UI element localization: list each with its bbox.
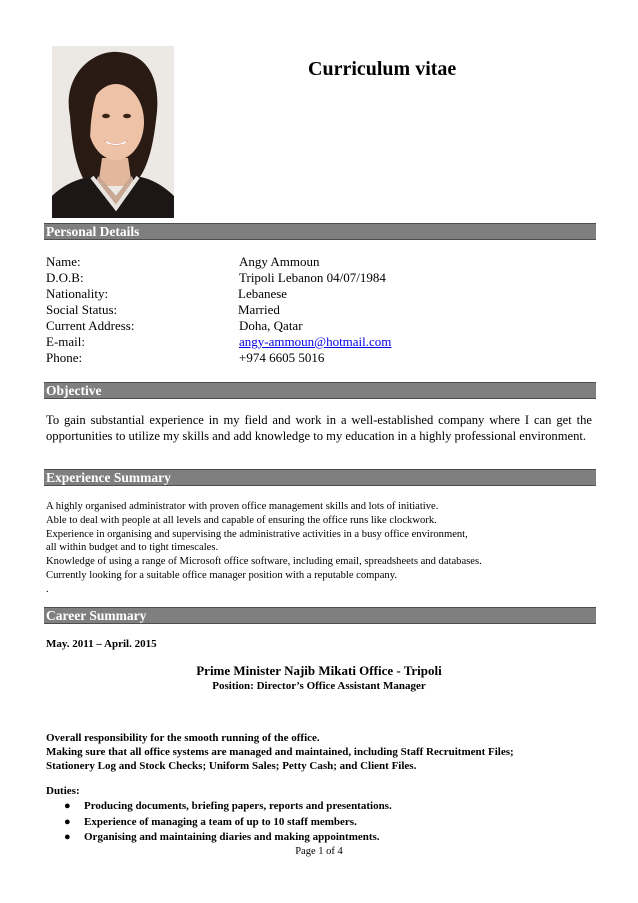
- objective-paragraph: To gain substantial experience in my field and work in a well-established company where I can get the opportunities to utilize my skills and add knowledge to my education in a highly professional environment.: [46, 413, 592, 443]
- email-label: E-mail:: [46, 334, 85, 349]
- bullet-icon: ●: [64, 831, 71, 843]
- name-label: Name:: [46, 254, 81, 269]
- experience-line: Currently looking for a suitable office manager position with a reputable company.: [46, 569, 397, 581]
- duties-label: Duties:: [46, 785, 80, 797]
- experience-line: Able to deal with people at all levels and capable of ensuring the office runs like clockwork.: [46, 514, 437, 526]
- social-status-value: Married: [238, 302, 280, 317]
- duty-text: Experience of managing a team of up to 10 staff members.: [84, 815, 357, 828]
- bullet-icon: ●: [64, 800, 71, 812]
- duty-text: Producing documents, briefing papers, reports and presentations.: [84, 800, 392, 812]
- responsibility-line: Stationery Log and Stock Checks; Uniform Sales; Petty Cash; and Client Files.: [46, 760, 417, 772]
- section-header-career-summary: Career Summary: [44, 607, 596, 624]
- email-link[interactable]: angy-ammoun@hotmail.com: [239, 334, 392, 349]
- section-header-personal-details: Personal Details: [44, 223, 596, 240]
- dob-value: Tripoli Lebanon 04/07/1984: [239, 270, 386, 285]
- career-period: May. 2011 – April. 2015: [46, 638, 157, 650]
- duty-item: [46, 831, 392, 847]
- experience-line: A highly organised administrator with proven office management skills and lots of initiative.: [46, 501, 439, 512]
- experience-line: Experience in organising and supervising the administrative activities in a busy office environment,: [46, 528, 468, 540]
- duty-text: Organising and maintaining diaries and making appointments.: [84, 831, 380, 843]
- section-header-experience-summary: Experience Summary: [44, 469, 596, 486]
- document-title: Curriculum vitae: [308, 58, 457, 80]
- address-value: Doha, Qatar: [239, 318, 303, 333]
- experience-line: Knowledge of using a range of Microsoft office software, including email, spreadsheets and databases.: [46, 556, 482, 568]
- page-number: Page 1 of 4: [295, 846, 343, 857]
- responsibility-line: Making sure that all office systems are managed and maintained, including Staff Recruitment Files;: [46, 746, 514, 758]
- name-value: Angy Ammoun: [239, 254, 320, 269]
- address-label: Current Address:: [46, 318, 135, 333]
- responsibility-line: Overall responsibility for the smooth running of the office.: [46, 732, 320, 744]
- section-header-objective: Objective: [44, 382, 596, 399]
- bullet-icon: ●: [64, 815, 71, 828]
- employer-name: Prime Minister Najib Mikati Office - Tripoli: [196, 663, 442, 678]
- phone-label: Phone:: [46, 350, 83, 365]
- experience-line: .: [46, 583, 49, 595]
- nationality-label: Nationality:: [46, 286, 109, 301]
- duty-item: [46, 800, 392, 816]
- dob-label: D.O.B:: [46, 270, 84, 285]
- experience-summary: [46, 500, 592, 597]
- social-status-label: Social Status:: [46, 302, 118, 317]
- phone-value: +974 6605 5016: [239, 350, 325, 365]
- nationality-value: Lebanese: [238, 286, 288, 301]
- experience-line: all within budget and to tight timescales.: [46, 542, 219, 554]
- duty-item: [46, 816, 392, 832]
- portrait-image: [52, 46, 174, 218]
- profile-photo: [52, 46, 174, 218]
- duties-list: [46, 800, 392, 847]
- position-title: Position: Director’s Office Assistant Manager: [212, 680, 426, 692]
